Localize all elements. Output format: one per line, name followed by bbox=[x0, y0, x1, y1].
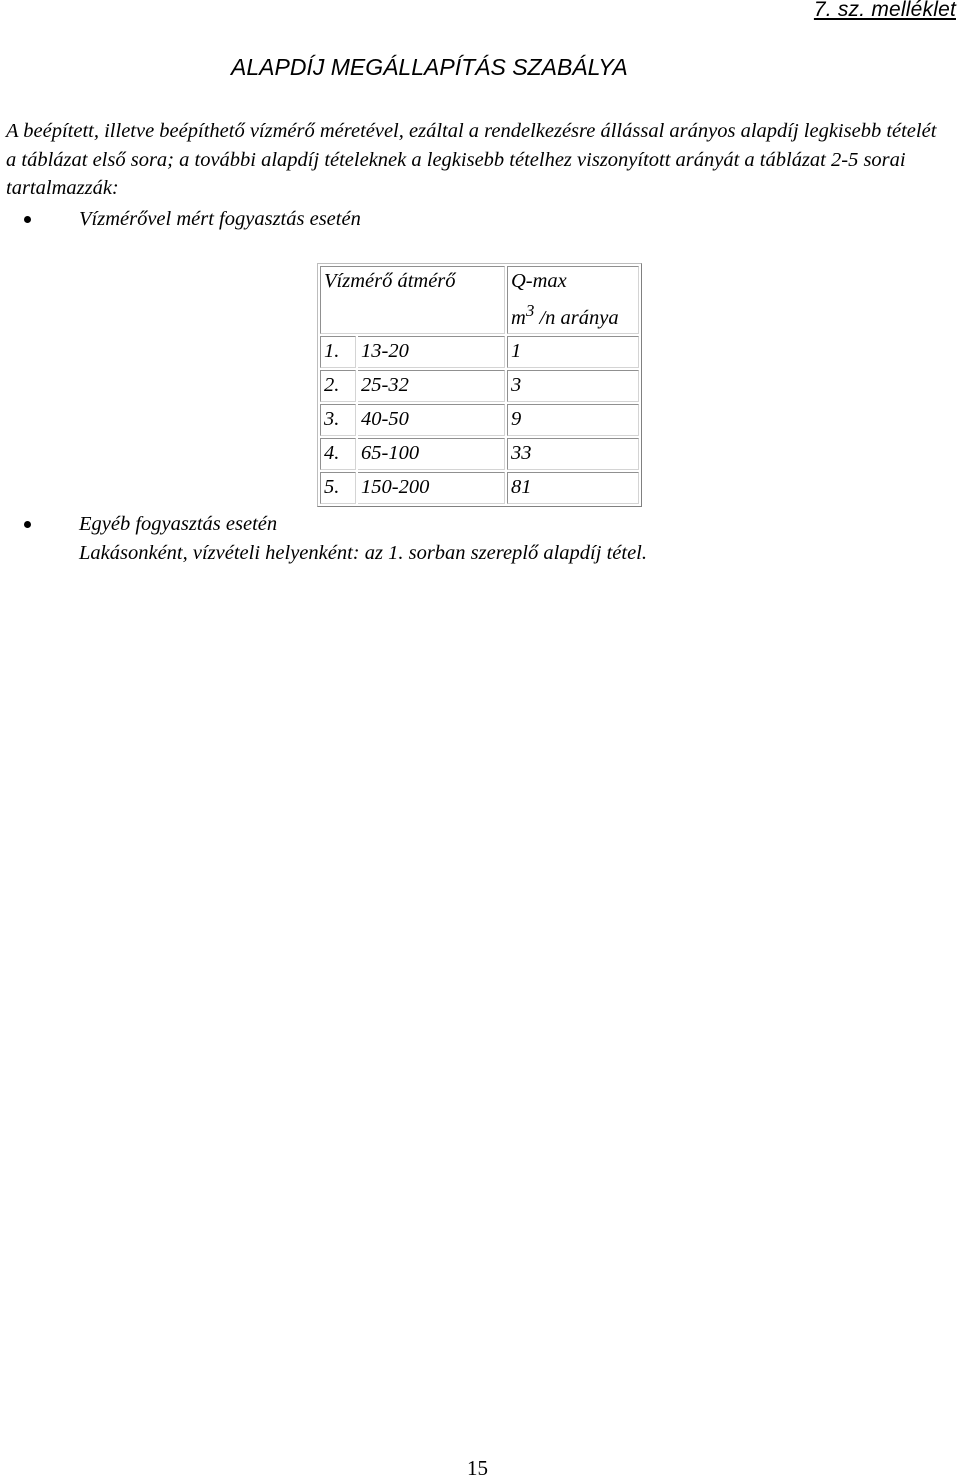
bullet-dot-icon bbox=[24, 521, 31, 528]
bullet-dot-icon bbox=[24, 216, 31, 223]
row-number: 2. bbox=[320, 370, 356, 402]
row-ratio: 33 bbox=[507, 438, 639, 470]
table-row bbox=[320, 472, 639, 504]
bullet-text: Vízmérővel mért fogyasztás esetén bbox=[79, 208, 361, 230]
header-qmax-line1: Q-max bbox=[511, 270, 567, 292]
page-title: ALAPDÍJ MEGÁLLAPÍTÁS SZABÁLYA bbox=[231, 54, 628, 80]
row-ratio: 9 bbox=[507, 404, 639, 436]
annex-label: 7. sz. melléklet bbox=[813, 0, 956, 21]
header-qmax-unit: m bbox=[511, 306, 526, 329]
row-diameter-range: 13-20 bbox=[358, 336, 505, 368]
row-number: 4. bbox=[320, 438, 356, 470]
row-diameter-range: 65-100 bbox=[358, 438, 505, 470]
bullet-item-other bbox=[24, 510, 277, 539]
row-ratio: 1 bbox=[507, 336, 639, 368]
header-qmax-ratio bbox=[507, 266, 639, 334]
other-consumption-note: Lakásonként, vízvételi helyenként: az 1. sorban szereplő alapdíj tétel. bbox=[79, 542, 647, 564]
header-qmax-exponent: 3 bbox=[525, 301, 535, 320]
row-ratio: 3 bbox=[507, 370, 639, 402]
table-row bbox=[320, 404, 639, 436]
row-number: 3. bbox=[320, 404, 356, 436]
row-ratio: 81 bbox=[507, 472, 639, 504]
table-row bbox=[320, 336, 639, 368]
bullet-item-metered bbox=[24, 205, 361, 234]
table-row bbox=[320, 438, 639, 470]
table-row bbox=[320, 370, 639, 402]
row-diameter-range: 25-32 bbox=[358, 370, 505, 402]
base-fee-table bbox=[317, 263, 642, 507]
row-number: 1. bbox=[320, 336, 356, 368]
bullet-text: Egyéb fogyasztás esetén bbox=[79, 513, 278, 535]
intro-paragraph: A beépített, illetve beépíthető vízmérő méretével, ezáltal a rendelkezésre állással arányos alapdíj legkisebb tételét a táblázat első sora; a további alapdíj tételeknek a legkisebb tételhez viszonyított arányát a táblázat 2-5 sorai tartalmazzák: bbox=[6, 120, 937, 200]
row-diameter-range: 40-50 bbox=[358, 404, 505, 436]
table-header-row bbox=[320, 266, 639, 334]
header-meter-diameter: Vízmérő átmérő bbox=[320, 266, 505, 334]
row-number: 5. bbox=[320, 472, 356, 504]
page-number: 15 bbox=[467, 1456, 488, 1480]
row-diameter-range: 150-200 bbox=[358, 472, 505, 504]
header-qmax-suffix: /n aránya bbox=[534, 306, 619, 329]
